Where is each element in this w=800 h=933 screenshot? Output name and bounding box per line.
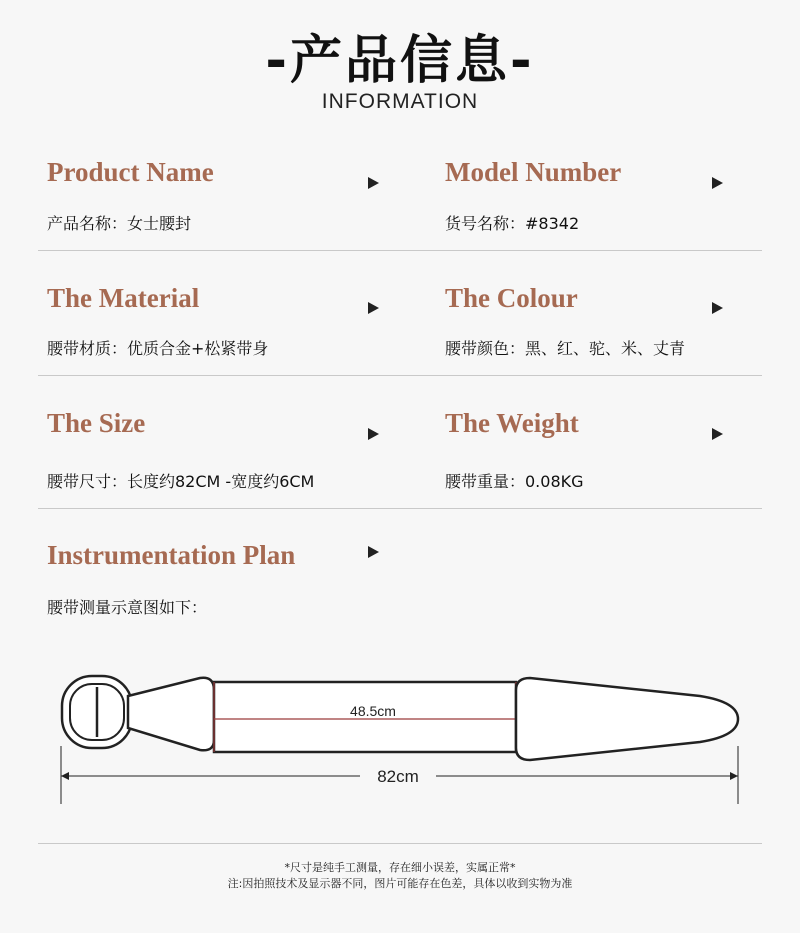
colour-heading: The Colour <box>445 283 578 313</box>
color-disclaimer: 注:因拍照技术及显示器不同，图片可能存在色差，具体以收到实物为准 <box>227 877 573 890</box>
divider <box>38 843 762 844</box>
weight-heading: The Weight <box>445 408 579 438</box>
size-value: 腰带尺寸：长度约82CM -宽度约6CM <box>47 472 315 491</box>
measurement-description: 腰带测量示意图如下： <box>47 598 208 617</box>
buckle-icon <box>62 676 132 748</box>
divider <box>38 508 762 509</box>
measurement-heading: Instrumentation Plan <box>47 540 296 570</box>
left-belt-tab <box>128 678 214 751</box>
divider <box>38 250 762 251</box>
arrow-right-icon <box>712 302 723 314</box>
product-name-heading: Product Name <box>47 157 214 187</box>
material-heading: The Material <box>47 283 200 313</box>
inner-length-label: 48.5cm <box>350 703 396 719</box>
measurement-note: *尺寸是纯手工测量，存在细小误差，实属正常* <box>284 861 516 874</box>
arrow-right-icon <box>368 177 379 189</box>
arrow-right-icon <box>712 428 723 440</box>
arrow-right-icon <box>368 302 379 314</box>
total-length-label: 82cm <box>377 767 419 786</box>
product-name-value: 产品名称：女士腰封 <box>47 214 192 233</box>
weight-value: 腰带重量：0.08KG <box>445 472 584 491</box>
model-number-heading: Model Number <box>445 157 622 187</box>
size-heading: The Size <box>47 408 146 438</box>
right-belt-tab <box>516 678 738 760</box>
model-number-value: 货号名称：#8342 <box>445 214 580 233</box>
divider <box>38 375 762 376</box>
page-title: -产品信息- <box>265 31 535 91</box>
page-subtitle: INFORMATION <box>321 90 479 113</box>
belt-diagram <box>0 660 800 810</box>
arrow-right-icon <box>368 546 379 558</box>
arrow-right-icon <box>712 177 723 189</box>
colour-value: 腰带颜色：黑、红、驼、米、丈青 <box>445 339 686 358</box>
material-value: 腰带材质：优质合金+松紧带身 <box>47 339 269 358</box>
arrow-right-icon <box>368 428 379 440</box>
